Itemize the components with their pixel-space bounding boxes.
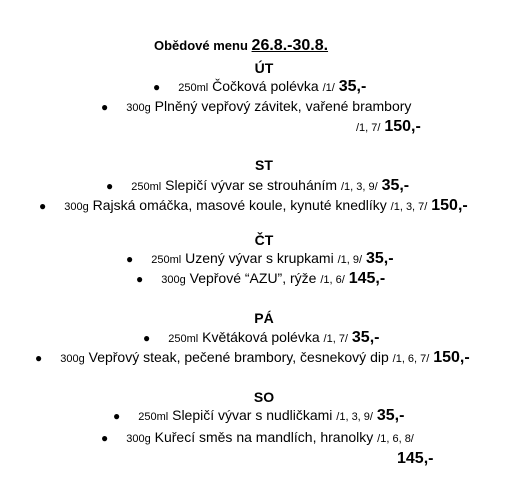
item-name: Plněný vepřový závitek, vařené brambory xyxy=(154,98,412,114)
item-name: Čočková polévka xyxy=(212,78,319,94)
item-name: Vepřový steak, pečené brambory, česnekový dip xyxy=(88,349,389,365)
day-heading-ut: ÚT xyxy=(254,60,274,76)
item-portion: 300g xyxy=(60,353,85,365)
item-price: 150,- xyxy=(431,197,468,214)
item-name: Slepičí vývar se strouháním xyxy=(165,177,338,193)
item-allergens: /1, 3, 7/ xyxy=(390,201,428,213)
item-portion: 300g xyxy=(161,274,186,286)
item-price: 35,- xyxy=(365,250,394,267)
bullet-icon: ● xyxy=(153,80,161,94)
menu-item xyxy=(39,197,468,215)
menu-item xyxy=(113,407,404,425)
day-heading-pa: PÁ xyxy=(254,310,274,326)
bullet-icon: ● xyxy=(113,409,121,423)
item-allergens: /1, 3, 9/ xyxy=(340,181,378,193)
item-allergens: /1, 6/ xyxy=(320,274,345,286)
item-portion: 250ml xyxy=(151,254,182,266)
bullet-icon: ● xyxy=(101,431,109,445)
item-price: 35,- xyxy=(381,177,410,194)
menu-item xyxy=(101,429,414,445)
item-allergens: /1, 3, 9/ xyxy=(336,411,373,423)
menu-item xyxy=(101,98,411,114)
item-name: Slepičí vývar s nudličkami xyxy=(172,407,333,423)
item-portion: 250ml xyxy=(178,82,209,94)
item-price: 35,- xyxy=(376,407,405,424)
bullet-icon: ● xyxy=(136,272,144,286)
menu-item xyxy=(136,270,385,288)
menu-item xyxy=(35,349,470,367)
item-portion: 250ml xyxy=(138,411,169,423)
item-price: 35,- xyxy=(338,78,367,95)
bullet-icon: ● xyxy=(39,199,47,213)
day-heading-st: ST xyxy=(255,157,273,173)
menu-title xyxy=(154,37,328,55)
menu-item-continuation xyxy=(397,450,433,468)
day-heading-so: SO xyxy=(253,389,275,405)
item-name: Vepřové “AZU”, rýže xyxy=(189,270,317,286)
item-allergens: /1/ xyxy=(322,82,335,94)
menu-item xyxy=(106,177,409,195)
item-allergens: /1, 7/ xyxy=(323,333,348,345)
item-price: 145,- xyxy=(397,450,434,467)
item-name: Rajská omáčka, masové koule, kynuté knedlíky xyxy=(92,197,387,213)
item-allergens: /1, 6, 8/ xyxy=(377,433,414,445)
item-allergens: /1, 7/ xyxy=(356,122,381,134)
bullet-icon: ● xyxy=(126,252,134,266)
bullet-icon: ● xyxy=(101,100,109,114)
bullet-icon: ● xyxy=(35,351,43,365)
item-portion: 250ml xyxy=(131,181,162,193)
item-price: 150,- xyxy=(384,118,421,135)
item-portion: 300g xyxy=(126,433,151,445)
item-price: 35,- xyxy=(351,329,380,346)
menu-item xyxy=(126,250,394,268)
bullet-icon: ● xyxy=(106,179,114,193)
item-name: Kuřecí směs na mandlích, hranolky xyxy=(154,429,374,445)
menu-item-continuation xyxy=(356,118,421,136)
item-allergens: /1, 6, 7/ xyxy=(392,353,430,365)
menu-date-range: 26.8.-30.8. xyxy=(251,37,329,54)
menu-title-label: Obědové menu xyxy=(154,38,248,53)
bullet-icon: ● xyxy=(143,331,151,345)
day-heading-ct: ČT xyxy=(254,232,274,248)
menu-item xyxy=(153,78,366,96)
item-portion: 300g xyxy=(64,201,89,213)
item-allergens: /1, 9/ xyxy=(337,254,363,266)
item-name: Uzený vývar s krupkami xyxy=(185,250,334,266)
item-name: Květáková polévka xyxy=(202,329,320,345)
item-portion: 250ml xyxy=(168,333,199,345)
item-price: 150,- xyxy=(433,349,470,366)
item-price: 145,- xyxy=(348,270,386,287)
menu-item xyxy=(143,329,379,347)
item-portion: 300g xyxy=(126,102,151,114)
